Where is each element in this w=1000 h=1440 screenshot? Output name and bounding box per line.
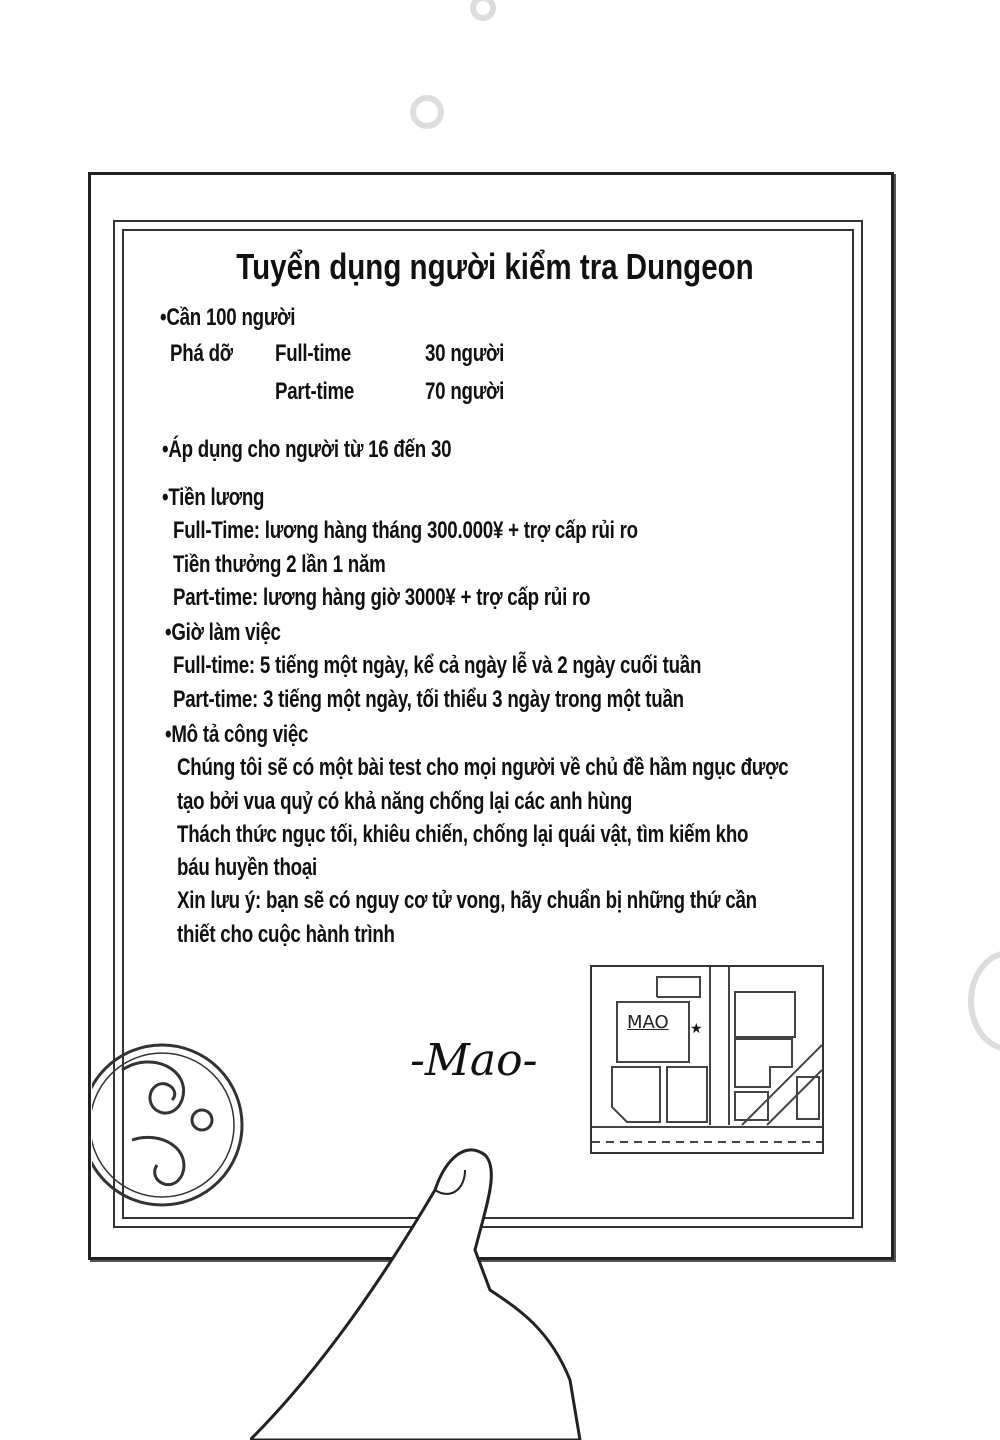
map-drawing xyxy=(592,967,822,1152)
category-label: Phá dỡ xyxy=(170,340,233,367)
description-line: Chúng tôi sẽ có một bài test cho mọi người về chủ đề hầm ngục được xyxy=(177,754,789,781)
fulltime-count: 30 người xyxy=(425,340,505,367)
location-map xyxy=(590,965,824,1154)
headcount: •Cần 100 người xyxy=(160,304,296,331)
signature: -Mao- xyxy=(410,1035,538,1086)
bubble-decoration xyxy=(968,950,1000,1052)
age-requirement: •Áp dụng cho người từ 16 đến 30 xyxy=(162,436,452,463)
hours-heading: •Giờ làm việc xyxy=(165,619,281,646)
salary-parttime: Part-time: lương hàng giờ 3000¥ + trợ cấp rủi ro xyxy=(173,584,591,611)
description-line: tạo bởi vua quỷ có khả năng chống lại các anh hùng xyxy=(177,788,633,815)
description-heading: •Mô tả công việc xyxy=(165,721,309,748)
notice-title: Tuyển dụng người kiểm tra Dungeon xyxy=(236,246,754,287)
salary-heading: •Tiền lương xyxy=(162,484,265,511)
bubble-decoration xyxy=(410,95,444,129)
ornament-seal-icon xyxy=(92,1030,252,1210)
fulltime-label: Full-time xyxy=(275,340,351,367)
salary-fulltime: Full-Time: lương hàng tháng 300.000¥ + trợ cấp rủi ro xyxy=(173,517,638,544)
warning-line: thiết cho cuộc hành trình xyxy=(177,921,395,948)
hours-parttime: Part-time: 3 tiếng một ngày, tối thiểu 3 ngày trong một tuần xyxy=(173,686,684,713)
hours-fulltime: Full-time: 5 tiếng một ngày, kể cả ngày lễ và 2 ngày cuối tuần xyxy=(173,652,702,679)
description-line: báu huyền thoại xyxy=(177,854,318,881)
parttime-count: 70 người xyxy=(425,378,505,405)
star-icon: ★ xyxy=(690,1020,703,1036)
bonus: Tiền thưởng 2 lần 1 năm xyxy=(173,551,386,578)
bubble-decoration xyxy=(470,0,496,21)
description-line: Thách thức ngục tối, khiêu chiến, chống lại quái vật, tìm kiếm kho xyxy=(177,821,749,848)
warning-line: Xin lưu ý: bạn sẽ có nguy cơ tử vong, hãy chuẩn bị những thứ cần xyxy=(177,887,757,914)
map-label: MAO xyxy=(627,1012,669,1033)
hand-illustration xyxy=(250,1130,610,1440)
parttime-label: Part-time xyxy=(275,378,355,405)
